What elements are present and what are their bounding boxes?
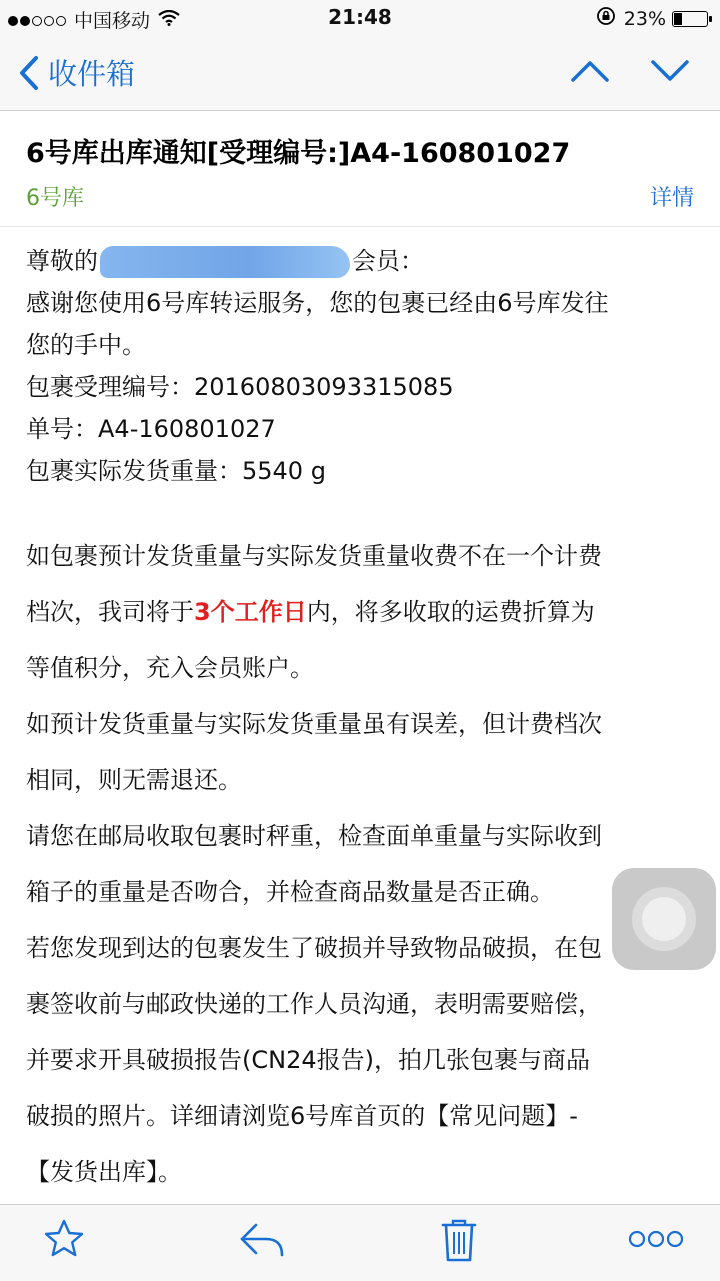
chevron-left-icon [18, 55, 40, 91]
nav-bar [0, 36, 720, 111]
back-button[interactable] [18, 52, 135, 93]
paragraph-line: 裹签收前与邮政快递的工作人员沟通，表明需要赔偿， [26, 990, 602, 1018]
email-body [26, 240, 702, 1200]
delete-button[interactable] [440, 1217, 478, 1267]
weight-row [26, 450, 702, 492]
intro-line: 您的手中。 [26, 331, 146, 359]
battery-percent: 23% [623, 7, 666, 30]
assistive-touch-button[interactable] [612, 868, 716, 970]
order-label: 单号： [26, 415, 98, 443]
trash-icon [440, 1217, 478, 1263]
message-navigation [530, 56, 690, 90]
email-intro [26, 240, 702, 492]
status-bar [0, 0, 720, 36]
salutation-suffix: 会员： [352, 247, 424, 275]
weight-label: 包裹实际发货重量： [26, 457, 242, 485]
flag-button[interactable] [42, 1217, 86, 1265]
paragraph-line: 【发货出库】。 [26, 1158, 182, 1186]
previous-message-button[interactable] [570, 56, 610, 90]
status-right [596, 6, 708, 31]
reply-button[interactable] [238, 1217, 286, 1265]
bottom-toolbar [0, 1204, 720, 1281]
order-number-row [26, 408, 702, 450]
tracking-value: 20160803093315085 [194, 373, 454, 401]
redacted-name [100, 246, 350, 278]
status-time: 21:48 [328, 5, 392, 29]
intro-line: 感谢您使用6号库转运服务，您的包裹已经由6号库发往 [26, 289, 609, 317]
back-button-label: 收件箱 [48, 57, 136, 91]
email-header [0, 111, 720, 227]
paragraph-line [26, 584, 702, 640]
email-subject: 6号库出库通知[受理编号:]A4-160801027 [26, 138, 571, 169]
chevron-up-icon [570, 56, 610, 86]
paragraph-line: 箱子的重量是否吻合，并检查商品数量是否正确。 [26, 878, 554, 906]
carrier-name: 中国移动 [74, 10, 151, 32]
paragraph-line: 如预计发货重量与实际发货重量虽有误差，但计费档次 [26, 710, 602, 738]
star-icon [42, 1217, 86, 1261]
paragraph-line: 请您在邮局收取包裹时秤重，检查面单重量与实际收到 [26, 822, 602, 850]
weight-value: 5540 g [242, 457, 326, 485]
highlight-text: 3个工作日 [194, 598, 307, 626]
paragraph-line: 并要求开具破损报告(CN24报告)，拍几张包裹与商品 [26, 1046, 590, 1074]
salutation [26, 240, 702, 282]
paragraph-line: 等值积分，充入会员账户。 [26, 654, 314, 682]
details-link[interactable]: 详情 [649, 186, 694, 211]
email-sender[interactable]: 6号库 [26, 186, 84, 211]
paragraph-line: 若您发现到达的包裹发生了破损并导致物品破损，在包 [26, 934, 602, 962]
reply-icon [238, 1217, 286, 1261]
next-message-button[interactable] [650, 56, 690, 90]
tracking-label: 包裹受理编号： [26, 373, 194, 401]
battery-icon [672, 11, 708, 27]
tracking-number-row [26, 366, 702, 408]
rotation-lock-icon [596, 6, 616, 31]
more-button[interactable] [628, 1229, 684, 1253]
paragraph-text: 档次，我司将于 [26, 598, 194, 626]
paragraph-line: 如包裹预计发货重量与实际发货重量收费不在一个计费 [26, 542, 602, 570]
order-value: A4-160801027 [98, 415, 276, 443]
chevron-down-icon [650, 56, 690, 86]
salutation-prefix: 尊敬的 [26, 247, 98, 275]
email-paragraphs [26, 528, 702, 1200]
paragraph-line: 相同，则无需退还。 [26, 766, 242, 794]
paragraph-text: 内，将多收取的运费折算为 [306, 598, 595, 626]
paragraph-line: 破损的照片。详细请浏览6号库首页的【常见问题】- [26, 1102, 578, 1130]
more-icon [628, 1229, 684, 1249]
